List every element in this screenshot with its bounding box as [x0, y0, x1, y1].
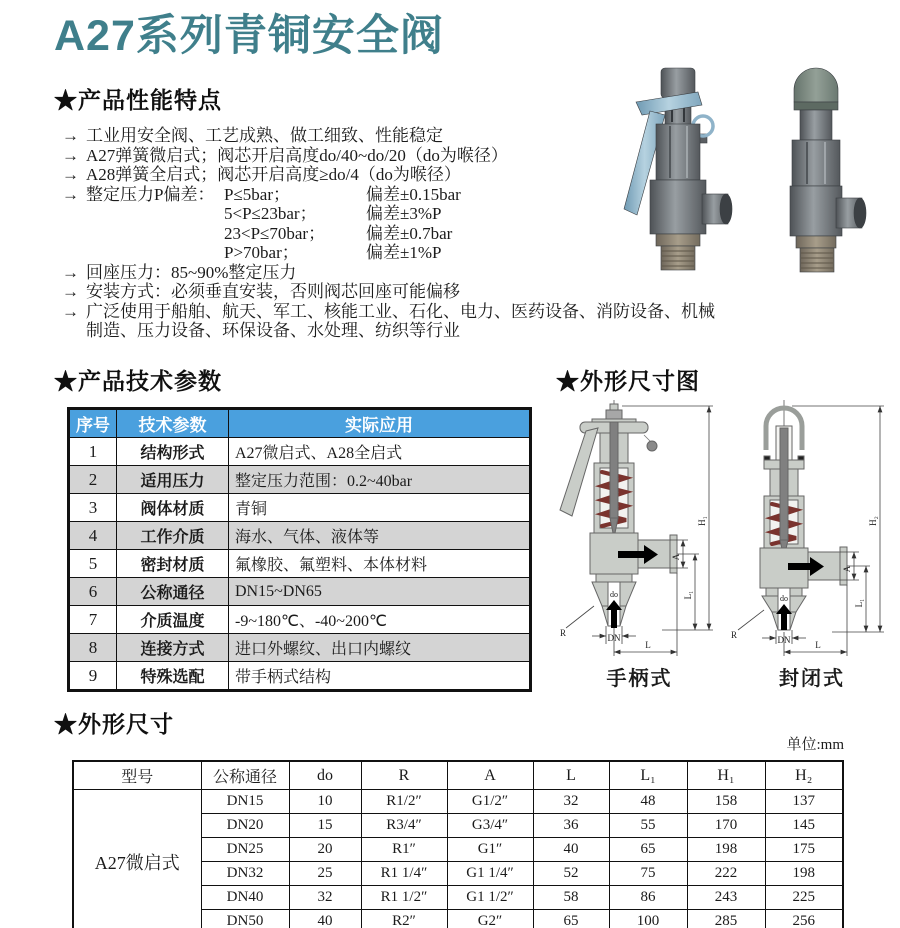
table-header-row [73, 761, 843, 790]
cell-h2: 198 [765, 862, 843, 886]
no-cell: 4 [69, 522, 117, 550]
table-row [69, 606, 531, 634]
no-cell: 5 [69, 550, 117, 578]
cell-l: 65 [533, 910, 609, 928]
value-cell: 氟橡胶、氟塑料、本体材料 [229, 550, 531, 578]
pressure-condition: 5<P≤23bar； [224, 204, 317, 223]
table-row [69, 634, 531, 662]
no-cell: 6 [69, 578, 117, 606]
pressure-row [224, 185, 461, 205]
dim-label-dn: DN [777, 635, 791, 645]
dim-label-l1: L₁ [854, 598, 864, 608]
pressure-deviation: 偏差±0.15bar [366, 184, 461, 204]
drawing-caption-lever: 手柄式 [606, 668, 673, 690]
cell-l1: 100 [609, 910, 687, 928]
cell-dn: DN25 [201, 838, 289, 862]
cell-l1: 48 [609, 790, 687, 814]
pressure-label: 整定压力P偏差： [86, 184, 215, 204]
no-cell: 8 [69, 634, 117, 662]
feature-text: 制造、压力设备、环保设备、水处理、纺织等行业 [86, 321, 460, 340]
pressure-deviation: 偏差±1%P [366, 243, 442, 262]
table-row [69, 466, 531, 494]
section-heading-features: ★产品性能特点 [54, 87, 222, 113]
param-cell: 适用压力 [117, 466, 229, 494]
param-cell: 结构形式 [117, 438, 229, 466]
col-header-l1: L₁ [609, 761, 687, 790]
cell-r: R1 1/2″ [361, 886, 447, 910]
cell-r: R2″ [361, 910, 447, 928]
pressure-deviation: 偏差±3%P [366, 204, 442, 223]
cell-dn: DN32 [201, 862, 289, 886]
col-header-no: 序号 [69, 409, 117, 438]
dimension-drawing-lever [552, 398, 727, 660]
cell-dn: DN50 [201, 910, 289, 928]
pressure-row [224, 204, 461, 224]
table-row [69, 494, 531, 522]
feature-item-continued [62, 321, 892, 341]
lever-arm [560, 428, 598, 516]
cell-h2: 225 [765, 886, 843, 910]
cell-l: 40 [533, 838, 609, 862]
dim-label-l1: L₁ [683, 590, 693, 600]
dim-label-do: do [610, 590, 618, 599]
dim-label-a: A [671, 553, 681, 561]
cell-r: R3/4″ [361, 814, 447, 838]
cell-l1: 55 [609, 814, 687, 838]
dim-label-h1: H₁ [697, 516, 707, 526]
value-cell: -9~180℃、-40~200℃ [229, 606, 531, 634]
pressure-row [224, 224, 461, 244]
drawing-caption-closed: 封闭式 [779, 668, 845, 690]
dim-label-l: L [815, 640, 821, 650]
cell-h2: 256 [765, 910, 843, 928]
arrow-icon: → [62, 184, 79, 204]
feature-text: A27弹簧微启式；阀芯开启高度do/40~do/20（do为喉径） [86, 145, 508, 165]
pressure-rows [224, 185, 461, 263]
col-header-h1: H₁ [687, 761, 765, 790]
col-header-r: R [361, 761, 447, 790]
cell-a: G1 1/2″ [447, 886, 533, 910]
cell-do: 20 [289, 838, 361, 862]
dim-label-r: R [560, 628, 567, 638]
dim-label-do: do [780, 594, 788, 603]
dim-label-r: R [731, 630, 738, 640]
arrow-icon: → [62, 301, 79, 321]
feature-text: 回座压力：85~90%整定压力 [86, 262, 297, 282]
cell-h1: 158 [687, 790, 765, 814]
cell-h1: 243 [687, 886, 765, 910]
cell-l: 36 [533, 814, 609, 838]
cell-l1: 65 [609, 838, 687, 862]
param-cell: 公称通径 [117, 578, 229, 606]
cell-h2: 175 [765, 838, 843, 862]
cell-a: G3/4″ [447, 814, 533, 838]
cell-l1: 75 [609, 862, 687, 886]
col-header-a: A [447, 761, 533, 790]
cell-dn: DN15 [201, 790, 289, 814]
cell-a: G1″ [447, 838, 533, 862]
value-cell: 进口外螺纹、出口内螺纹 [229, 634, 531, 662]
no-cell: 3 [69, 494, 117, 522]
dimension-drawing-closed [726, 398, 898, 660]
product-photos [598, 62, 898, 297]
feature-text: 广泛使用于船舶、航天、军工、核能工业、石化、电力、医药设备、消防设备、机械 [86, 301, 715, 321]
param-cell: 阀体材质 [117, 494, 229, 522]
dome-cap [794, 68, 838, 102]
dim-label-a: A [842, 565, 852, 573]
no-cell: 2 [69, 466, 117, 494]
section-heading-dimensions: ★外形尺寸 [54, 711, 174, 737]
cell-dn: DN40 [201, 886, 289, 910]
feature-text: 安装方式：必须垂直安装，否则阀芯回座可能偏移 [86, 282, 460, 301]
section-heading-drawing: ★外形尺寸图 [556, 368, 700, 394]
cell-r: R1 1/4″ [361, 862, 447, 886]
no-cell: 1 [69, 438, 117, 466]
seal-ball [647, 441, 657, 451]
no-cell: 7 [69, 606, 117, 634]
valve-photo-lever-type [624, 68, 732, 270]
table-row [69, 438, 531, 466]
cell-do: 32 [289, 886, 361, 910]
cell-l: 58 [533, 886, 609, 910]
value-cell: 整定压力范围：0.2~40bar [229, 466, 531, 494]
feature-text: A28弹簧全启式；阀芯开启高度≥do/4（do为喉径） [86, 165, 461, 184]
feature-text: 工业用安全阀、工艺成熟、做工细致、性能稳定 [86, 126, 443, 145]
dimension-lines [738, 406, 884, 656]
value-cell: 海水、气体、液体等 [229, 522, 531, 550]
value-cell: DN15~DN65 [229, 578, 531, 606]
arrow-icon: → [62, 145, 79, 165]
page-title: A27系列青铜安全阀 [54, 12, 444, 60]
table-header-row [69, 409, 531, 438]
table-row [69, 522, 531, 550]
col-header-param: 技术参数 [117, 409, 229, 438]
dim-label-dn: DN [607, 633, 621, 643]
pressure-condition: P≤5bar； [224, 184, 290, 204]
cell-a: G2″ [447, 910, 533, 928]
cell-l1: 86 [609, 886, 687, 910]
cell-do: 40 [289, 910, 361, 928]
no-cell: 9 [69, 662, 117, 691]
section-heading-params: ★产品技术参数 [54, 368, 222, 394]
col-header-value: 实际应用 [229, 409, 531, 438]
param-cell: 工作介质 [117, 522, 229, 550]
pressure-row [224, 243, 461, 263]
unit-label: 单位:mm [786, 737, 844, 753]
table-row [69, 662, 531, 691]
cell-h1: 222 [687, 862, 765, 886]
valve-stem [780, 428, 788, 540]
col-header-h2: H₂ [765, 761, 843, 790]
cell-h2: 137 [765, 790, 843, 814]
cell-dn: DN20 [201, 814, 289, 838]
param-cell: 介质温度 [117, 606, 229, 634]
cell-do: 25 [289, 862, 361, 886]
table-row [69, 550, 531, 578]
valve-photo-closed-type [790, 68, 866, 272]
indent [62, 321, 86, 341]
cell-a: G1 1/4″ [447, 862, 533, 886]
cell-h1: 285 [687, 910, 765, 928]
arrow-icon: → [62, 282, 79, 301]
pressure-condition: P>70bar； [224, 243, 299, 262]
cell-a: G1/2″ [447, 790, 533, 814]
cell-h1: 170 [687, 814, 765, 838]
model-cell: A27微启式 [73, 790, 201, 928]
dim-label-h2: H₂ [868, 516, 878, 526]
arrow-icon: → [62, 165, 79, 184]
value-cell: 青铜 [229, 494, 531, 522]
cell-r: R1″ [361, 838, 447, 862]
table-row [69, 578, 531, 606]
cell-do: 10 [289, 790, 361, 814]
feature-item [62, 302, 892, 322]
dim-label-l: L [645, 640, 651, 650]
cell-h2: 145 [765, 814, 843, 838]
cell-do: 15 [289, 814, 361, 838]
cell-l: 52 [533, 862, 609, 886]
arrow-icon: → [62, 262, 79, 282]
cell-l: 32 [533, 790, 609, 814]
valve-stem [610, 422, 618, 518]
cell-r: R1/2″ [361, 790, 447, 814]
param-cell: 连接方式 [117, 634, 229, 662]
value-cell: 带手柄式结构 [229, 662, 531, 691]
arrow-icon: → [62, 126, 79, 145]
col-header-model: 型号 [73, 761, 201, 790]
pressure-condition: 23<P≤70bar； [224, 223, 326, 243]
col-header-dn: 公称通径 [201, 761, 289, 790]
pressure-deviation: 偏差±0.7bar [366, 223, 453, 243]
col-header-do: do [289, 761, 361, 790]
value-cell: A27微启式、A28全启式 [229, 438, 531, 466]
col-header-l: L [533, 761, 609, 790]
table-row [73, 790, 843, 814]
dimensions-table [72, 760, 844, 928]
param-cell: 密封材质 [117, 550, 229, 578]
cell-h1: 198 [687, 838, 765, 862]
param-cell: 特殊选配 [117, 662, 229, 691]
params-table [67, 407, 532, 692]
